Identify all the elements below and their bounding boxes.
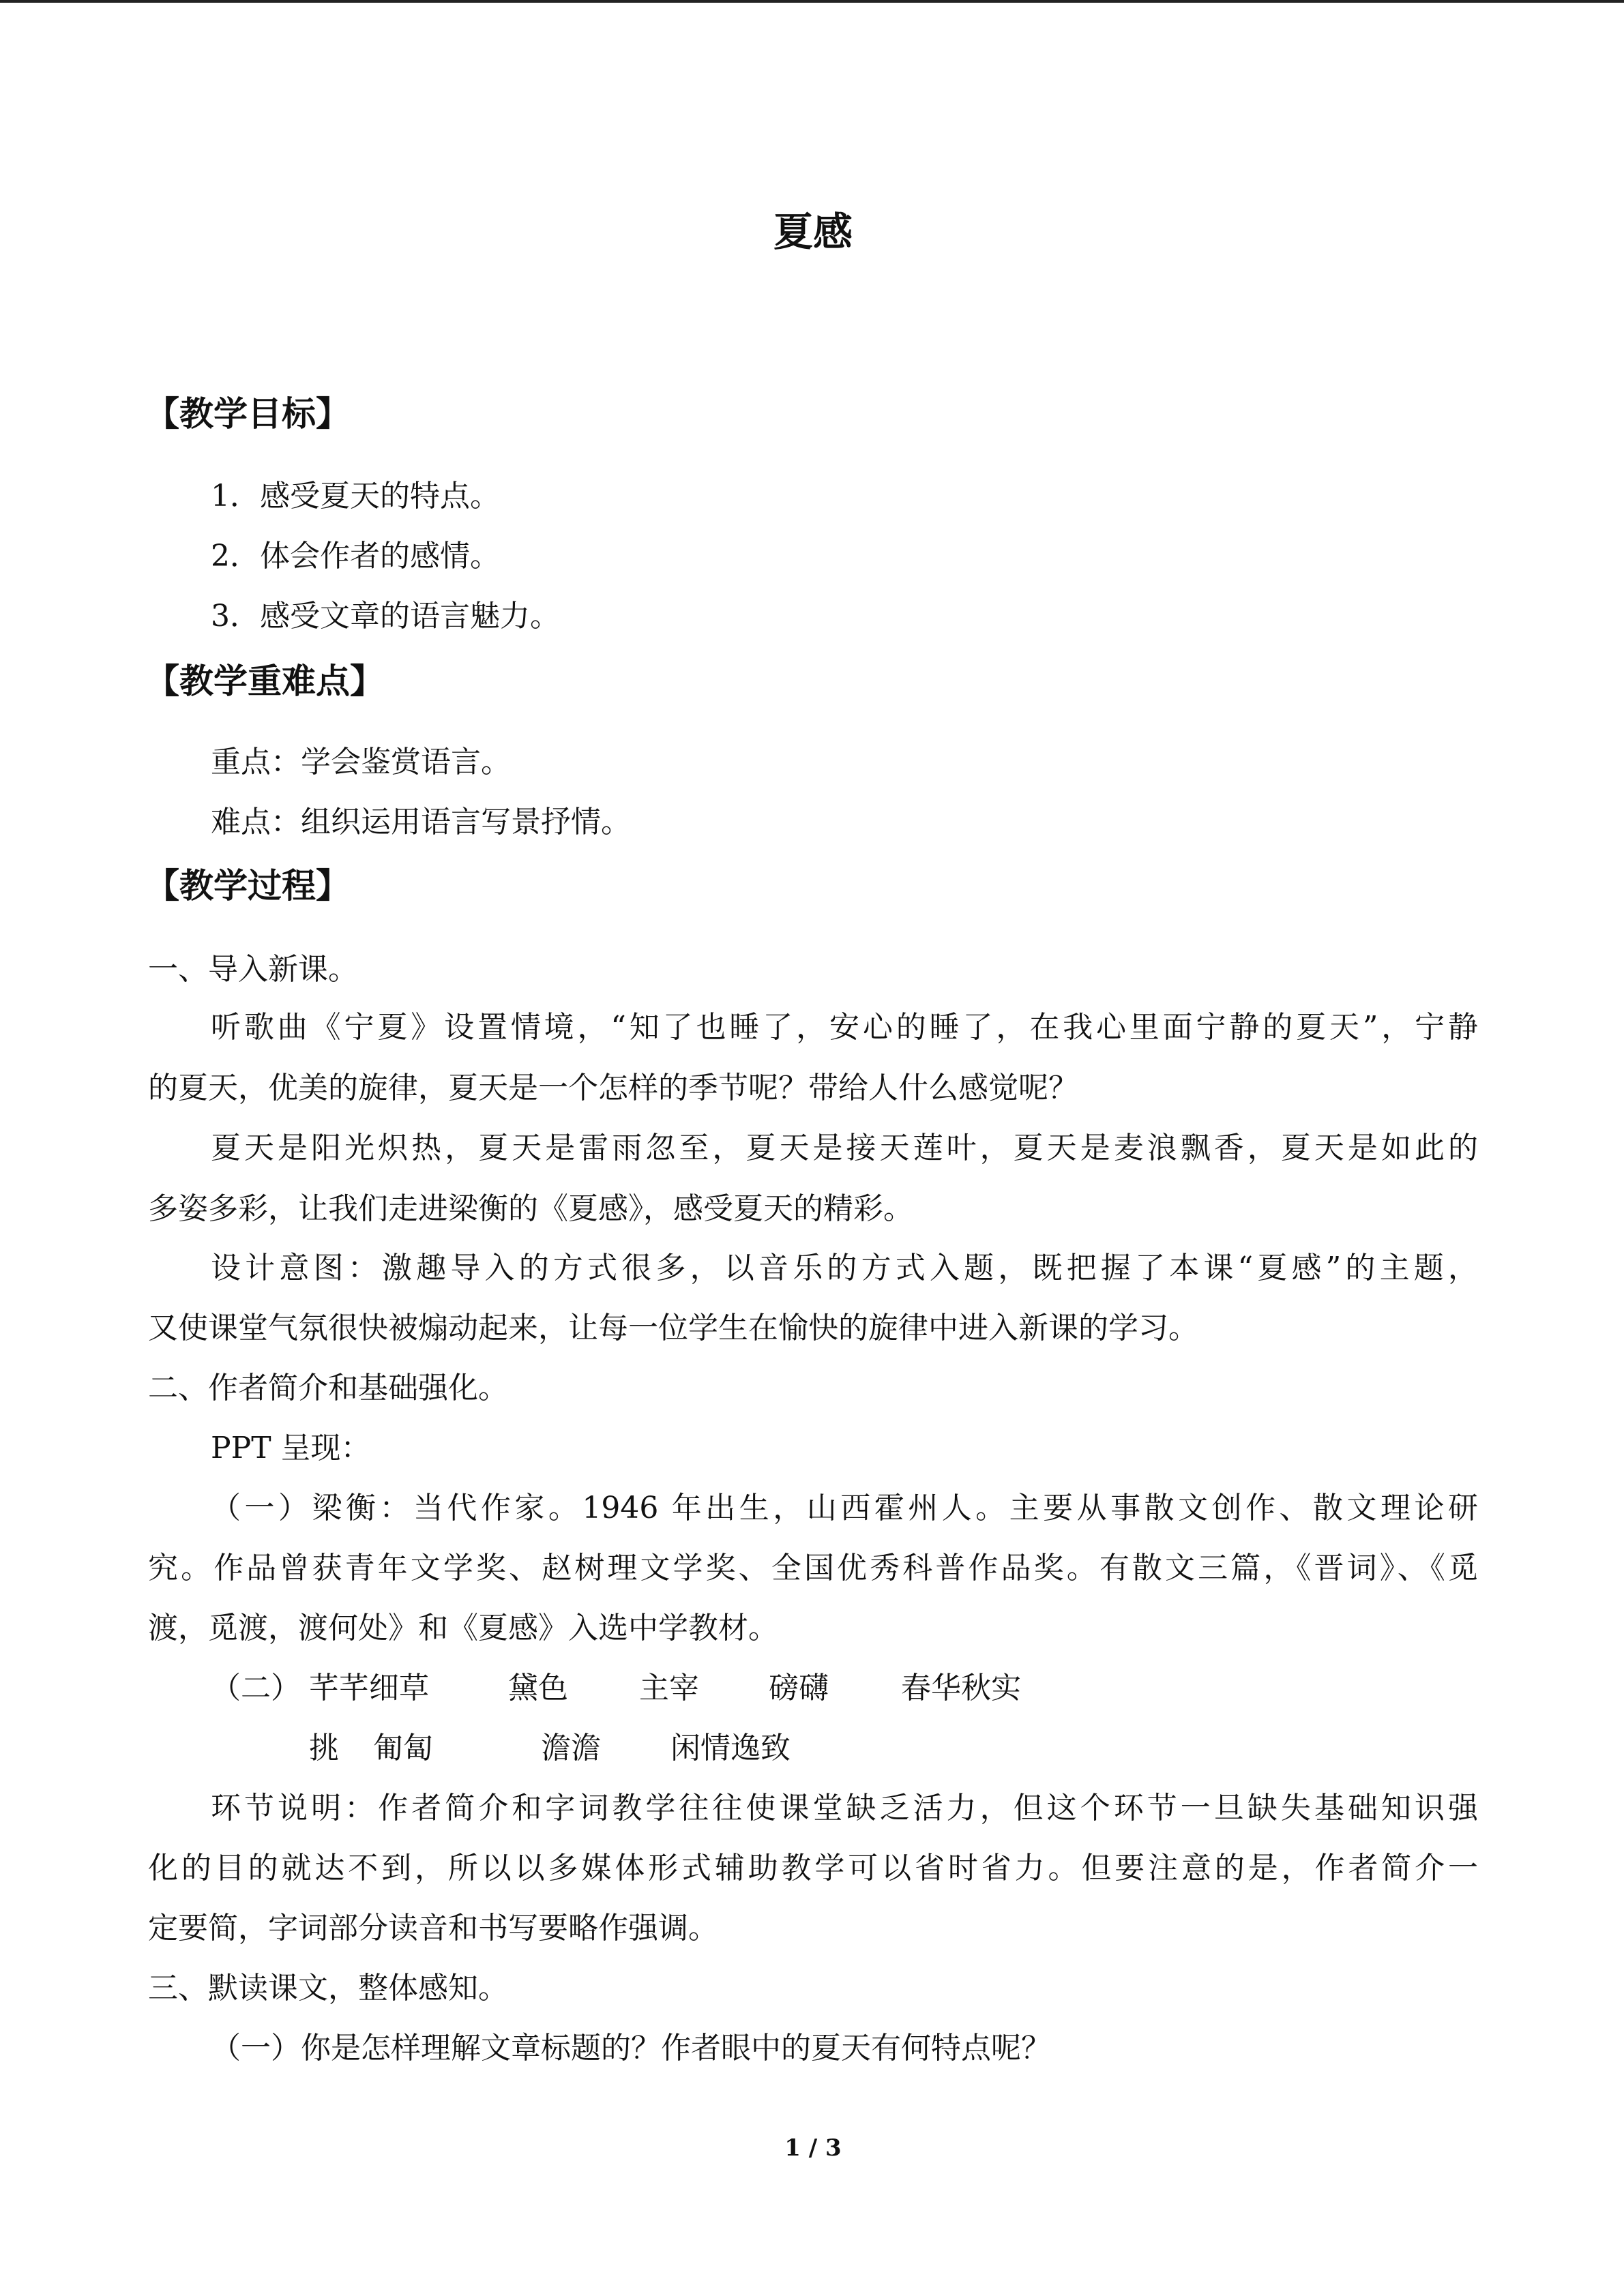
difficulty-text: 难点：组织运用语言写景抒情。 [211,805,631,839]
goal-item-2: 2．体会作者的感情。 [211,539,500,573]
vocab-word: 闲情逸致 [670,1731,791,1765]
paragraph-1-line-2: 的夏天，优美的旋律，夏天是一个怎样的季节呢？带给人什么感觉呢？ [148,1071,1078,1105]
part-3-title: 三、默读课文，整体感知。 [148,1971,508,2006]
vocab-word: 黛色 [508,1671,568,1705]
author-line-2: 究。作品曾获青年文学奖、赵树理文学奖、全国优秀科普作品奖。有散文三篇，《晋词》、《觅 [148,1551,1478,1585]
author-line-3: 渡，觅渡，渡何处》和《夏感》入选中学教材。 [148,1611,778,1645]
document-title: 夏感 [773,209,853,255]
section-heading-key-points: 【教学重难点】 [145,661,384,701]
section-heading-goals: 【教学目标】 [145,394,350,434]
paragraph-2-line-2: 多姿多彩，让我们走进梁衡的《夏感》，感受夏天的精彩。 [148,1191,913,1226]
vocab-prefix: （二） [211,1671,301,1705]
note-line-3: 定要简，字词部分读音和书写要略作强调。 [148,1911,718,1945]
vocab-word: 挑 [309,1731,339,1765]
note-line-2: 化的目的就达不到，所以以多媒体形式辅助教学可以省时省力。但要注意的是，作者简介一 [148,1851,1478,1885]
paragraph-1-line-1: 听歌曲《宁夏》设置情境，“知了也睡了，安心的睡了，在我心里面宁静的夏天”，宁静 [211,1010,1478,1045]
part-2-title: 二、作者简介和基础强化。 [148,1371,508,1405]
author-line-1: （一）梁衡：当代作家。1946 年出生，山西霍州人。主要从事散文创作、散文理论研 [211,1491,1478,1525]
note-line-1: 环节说明：作者简介和字词教学往往使课堂缺乏活力，但这个环节一旦缺失基础知识强 [211,1791,1478,1825]
section-heading-process: 【教学过程】 [145,866,350,906]
key-point-text: 重点：学会鉴赏语言。 [211,745,511,779]
goal-item-3: 3．感受文章的语言魅力。 [211,599,560,633]
paragraph-3-line-2: 又使课堂气氛很快被煽动起来，让每一位学生在愉快的旋律中进入新课的学习。 [148,1311,1198,1345]
vocab-word: 磅礴 [769,1671,829,1705]
goal-item-1: 1．感受夏天的特点。 [211,479,500,513]
vocab-word: 匍匐 [373,1731,433,1765]
vocab-word: 春华秋实 [901,1671,1021,1705]
part-1-title: 一、导入新课。 [148,952,358,987]
page-number: 1 / 3 [784,2134,842,2162]
question-1: （一）你是怎样理解文章标题的？作者眼中的夏天有何特点呢？ [211,2031,1051,2066]
vocab-word: 主宰 [639,1671,699,1705]
vocab-word: 澹澹 [541,1731,601,1765]
document-page [145,0,1478,2296]
ppt-label: PPT 呈现： [211,1431,371,1465]
paragraph-3-line-1: 设计意图：激趣导入的方式很多，以音乐的方式入题，既把握了本课“夏感”的主题， [211,1251,1478,1285]
vocab-word: 芊芊细草 [309,1671,429,1705]
paragraph-2-line-1: 夏天是阳光炽热，夏天是雷雨忽至，夏天是接天莲叶，夏天是麦浪飘香，夏天是如此的 [211,1131,1478,1165]
